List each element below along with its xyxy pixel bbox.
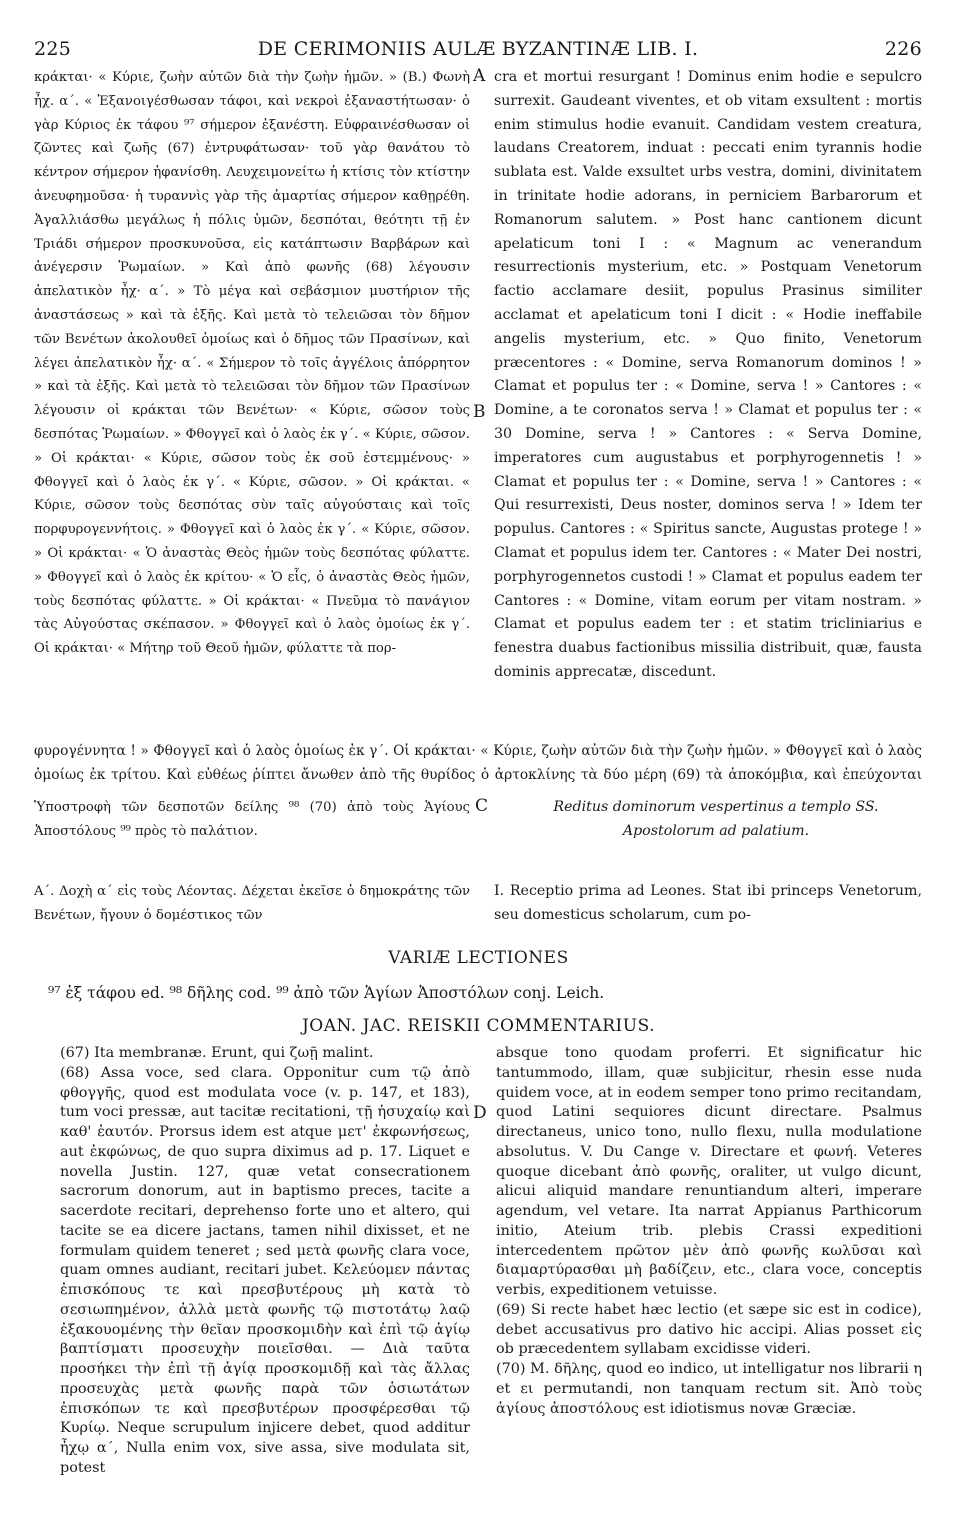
commentary-note: (70) M. δῆλης, quod eo indico, ut intelligatur nos librarii η et ει permutandi, non tanquam rectum sit. Ἀπὸ τοὺς ἁγίους ἀποστόλους est idiotismus novæ Græciæ.: [496, 1361, 922, 1417]
commentary-right-column: [496, 1044, 922, 1514]
commentary-note: (69) Si recte habet hæc lectio (et sæpe sic est in codice), debet accusativus pro dativo hic accipi. Alias posset εἰς ob præcedentem syllabam excidisse videri.: [496, 1301, 922, 1358]
greek-paragraph: κράκται· « Κύριε, ζωὴν αὐτῶν διὰ τὴν ζωὴν ἡμῶν. » (Β.) Φωνὴ ἦχ. α΄. « Ἐξανοιγέσθωσαν τάφοι, καὶ νεκροὶ ἐξαναστήτωσαν· ὁ γὰρ Κύριος ἐκ τάφου ⁹⁷ σήμερον ἐξανέστη. Εὐφραινέσθωσαν οἱ ζῶντες καὶ ζωῆς (67) ἐντρυφάτωσαν· τοῦ γὰρ θανάτου τὸ κέντρον σήμερον ἠφανίσθη. Λευχειμονείτω ἡ κτίσις τὸν κτίστην ἀνευφημοῦσα· ἡ τυραννὶς γὰρ τῆς ἁμαρτίας σήμερον καθῃρέθη. Ἀγαλλιάσθω μεγάλως ἡ πόλις ὑμῶν, δεσπόται, θεότητι τῇ ἐν Τριάδι σήμερον προσκυνοῦσα, εἰς κατάπτωσιν Βαρβάρων καὶ ἀνέγερσιν Ῥωμαίων. » Καὶ ἀπὸ φωνῆς (68) λέγουσιν ἀπελατικὸν ἦχ· α΄. » Τὸ μέγα καὶ σεβάσμιον μυστήριον τῆς ἀναστάσεως » καὶ τὰ ἑξῆς. Καὶ μετὰ τὸ τελειῶσαι τὸν δῆμον τῶν Βενέτων ἀκολουθεῖ ὁμοίως καὶ ὁ δῆμος τῶν Πρασίνων, καὶ λέγει ἀπελατικὸν ἦχ· α΄. « Σήμερον τὸ τοῖς ἀγγέλοις ἀπόρρητον » καὶ τὰ ἑξῆς. Καὶ μετὰ τὸ τελειῶσαι τὸν δῆμον τῶν Πρασίνων λέγουσιν οἱ κράκται τῶν Βενέτων· « Κύριε, σῶσον τοὺς δεσπότας Ῥωμαίων. » Φθογγεῖ καὶ ὁ λαὸς ἐκ γ΄. « Κύριε, σῶσον. » Οἱ κράκται· « Κύριε, σῶσον τοὺς ἐκ σοῦ ἐστεμμένους· » Φθογγεῖ καὶ ὁ λαὸς ἐκ γ΄. « Κύριε, σῶσον. » Οἱ κράκται. « Κύριε, σῶσον τοὺς δεσπότας σὺν ταῖς αὐγούσταις καὶ τοῖς πορφυρογεννήτοις. » Φθογγεῖ καὶ ὁ λαὸς ἐκ γ΄. « Κύριε, σῶσον. » Οἱ κράκται· « Ὁ ἀναστὰς Θεὸς ἡμῶν τοὺς δεσπότας φύλαττε. » Φθογγεῖ καὶ ὁ λαὸς ἐκ κρίτου· « Ὁ εἷς, ὁ ἀναστὰς Θεὸς ἡμῶν, τοὺς δεσπότας φύλαττε. » Οἱ κράκται· « Πνεῦμα τὸ πανάγιον τὰς Αὐγούστας σκέπασον. » Φθογγεῖ καὶ ὁ λαὸς ὁμοίως ἐκ γ΄. Οἱ κράκται· « Μήτηρ τοῦ Θεοῦ ἡμῶν, φύλαττε τὰ πορ-: [34, 70, 470, 657]
margin-marker-b: B: [473, 402, 486, 422]
commentary-note: (68) Assa voce, sed clara. Opponitur cum τῷ ἀπὸ φθογγῆς, quod est modulata voce (v. p. 147, et 183), tum voci pressæ, aut tacitæ recitationi, τῇ ἡσυχαίῳ καὶ καθ' ἑαυτόν. Prorsus idem est atque μετ' ἐκφωνήσεως, aut ἐκφώνως, de quo supra diximus ad p. 17. Liquet e novella Justin. 127, quæ vetat consecrationem sacrorum donorum, aut in baptismo preces, tacite a sacerdote recitari, deprehenso forte uno et altero, qui tacite se ea dicere jactans, tamen nihil dixisset, et ne formulam quidem teneret ; sed μετὰ φωνῆς clara voce, quam omnes audiant, recitari jubet. Κελεύομεν πάντας ἐπισκόπους τε καὶ πρεσβυτέρους μὴ κατὰ τὸ σεσιωπημένον, ἀλλὰ μετὰ φωνῆς τῷ πιστοτάτῳ λαῷ ἐξακουομένης τὴν θεῖαν προσκομιδὴν καὶ ἐπὶ τῷ ἁγίῳ βαπτίσματι προσευχὴν ποιεῖσθαι. — Διὰ ταῦτα προσήκει τὴν ἐπὶ τῇ ἁγίᾳ προσκομιδῇ καὶ τὰς ἄλλας προσευχὰς μετὰ φωνῆς παρὰ τῶν ὁσιωτάτων ἐπισκόπων τε καὶ πρεσβυτέρων προσφέρεσθαι τῷ Κυρίῳ. Neque scrupulum injicere debet, quod additur ἦχῳ α΄, Nulla enim vox, sive assa, sive modulata sit, potest: [60, 1064, 470, 1476]
margin-marker-d: D: [473, 1103, 487, 1123]
commentary-title: JOAN. JAC. REISKII COMMENTARIUS.: [301, 1016, 656, 1036]
page-number-right: 226: [884, 38, 922, 60]
variae-lectiones-text: ⁹⁷ ἐξ τάφου ed. ⁹⁸ δῆλης cod. ⁹⁹ ἀπὸ τῶν Ἁγίων Ἀποστόλων conj. Leich.: [48, 984, 605, 1002]
latin-column-2: [494, 880, 922, 930]
margin-marker-c: C: [475, 796, 489, 816]
greek-paragraph: φυρογέννητα ! » Φθογγεῖ καὶ ὁ λαὸς ὁμοίως ἐκ γ΄. Οἱ κράκται· « Κύριε, ζωὴν αὐτῶν διὰ τὴν ζωὴν ἡμῶν. » Φθογγεῖ καὶ ὁ λαὸς ὁμοίως ἐκ τρίτου. Καὶ εὐθέως ῥίπτει ἄνωθεν ἀπὸ τῆς θυρίδος ὁ ἀρτοκλίνης τὰ δύο μέρη (69) τὰ ἀποκόμβια, καὶ ἐπεύχονται: [34, 743, 922, 783]
commentary-note: absque tono quodam proferri. Et significatur hic tantummodo, illam, quæ subjicitur, rhesin esse nuda quidem voce, at in eodem semper tono primo recitandam, quod Latini sequiores dicunt directare. Psalmus directaneus, unico tono, nullo flexu, nulla modulatione absolutus. V. Du Cange v. Directare et φωνή. Veteres quoque dicebant ἀπὸ φωνῆς, oraliter, ut vulgo dicunt, alicui aliquid mandare renuntiandum alteri, imperare agendum, vel vetare. Ita narrat Appianus Parthicorum initio, Ateium trib. plebis Crassi expeditioni intercedentem πρῶτον μὲν ἀπὸ φωνῆς κωλῦσαι καὶ διαμαρτύρασθαι μὴ βαδίζειν, etc., clara voce, conceptis verbis, expeditionem vetuisse.: [496, 1045, 922, 1298]
greek-heading: Ὑποστροφὴ τῶν δεσποτῶν δείλης ⁹⁸ (70) ἀπὸ τοὺς Ἁγίους Ἀποστόλους ⁹⁹ πρὸς τὸ παλάτιον.: [34, 800, 470, 839]
commentary-note: (67) Ita membranæ. Erunt, qui ζωῇ malint.: [60, 1045, 374, 1061]
greek-section-heading: [34, 796, 470, 868]
running-title: DE CERIMONIIS AULÆ BYZANTINÆ LIB. I.: [257, 38, 699, 60]
margin-marker-a: A: [473, 66, 486, 86]
latin-heading: Reditus dominorum vespertinus a templo SS. Apostolorum ad palatium.: [553, 799, 879, 839]
greek-column-2: [34, 880, 470, 930]
latin-section-heading: [510, 796, 922, 848]
greek-column-1: [34, 66, 470, 760]
page-number-left: 225: [34, 38, 72, 60]
latin-column-1: [494, 66, 922, 760]
running-header: [34, 38, 922, 68]
latin-paragraph: cra et mortui resurgant ! Dominus enim hodie e sepulcro surrexit. Gaudeant viventes, et ob vitam exsultent : mortis enim stimulus hodie evanuit. Candidam vestem creatura, laudans Creatorem, induat : peccati enim tyrannis hodie sublata est. Valde exsultet urbs vestra, domini, divinitatem in trinitate hodie adorans, in perniciem Barbarorum et Romanorum salutem. » Post hanc cantionem dicunt apelaticum toni I : « Magnum ac venerandum resurrectionis mysterium, etc. » Postquam Venetorum factio acclamare desiit, populus Prasinus similiter acclamat et apelaticum toni I dicit : « Hodie ineffabile angelis mysterium, etc. » Quo finito, Venetorum præcentores : « Domine, serva Romanorum dominos ! » Clamat et populus ter : « Domine, serva ! » Cantores : « Domine, a te coronatos serva ! » Clamat et populus ter : « 30 Domine, serva ! » Cantores : « Serva Domine, imperatores cum augustabus et porphyrogennetis ! » Clamat et populus ter : « Domine, serva ! » Cantores : « Qui resurrexisti, Deus noster, dominos serva ! » Idem ter populus. Cantores : « Spiritus sancte, Augustas protege ! » Clamat et populus idem ter. Cantores : « Mater Dei nostri, porphyrogennetos custodi ! » Clamat et populus eadem ter Cantores : « Domine, vitam eorum per vitam nostram. » Clamat et populus eadem ter : et statim tricliniarius e fenestra duabus factionibus missilia distribuit, quæ, fausta dominis apprecatæ, discedunt.: [494, 69, 922, 680]
commentary-left-column: [60, 1044, 470, 1514]
greek-full-width: [34, 740, 922, 790]
greek-paragraph: Α΄. Δοχὴ α΄ εἰς τοὺς Λέοντας. Δέχεται ἐκεῖσε ὁ δημοκράτης τῶν Βενέτων, ἤγουν ὁ δομέστικος τῶν: [34, 884, 470, 923]
latin-paragraph: I. Receptio prima ad Leones. Stat ibi princeps Venetorum, seu domesticus scholarum, cum po-: [494, 883, 922, 923]
variae-lectiones-title: VARIÆ LECTIONES: [388, 948, 569, 968]
